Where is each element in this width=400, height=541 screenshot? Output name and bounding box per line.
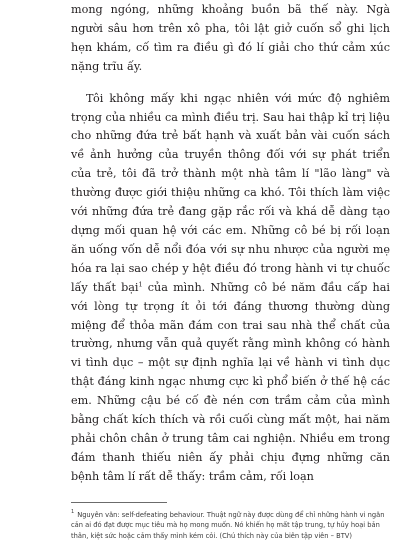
footnote-reference: 1: [138, 279, 143, 288]
paragraph-text-after-note: của mình. Những cô bé năm đầu cấp hai với lòng tự trọng ít ỏi tới đáng thương thường dùng miệng để thỏa mãn đám con trai sau nhà thể chất của trường, nhưng vẫn quả quyết rằng mình không có hành vi tình dục – một sự định nghĩa lại về hành vi tình dục thật đáng kinh ngạc nhưng cực kì phổ biến ở thế hệ các em. Những cậu bé cố đè nén cơn trầm cảm của mình bằng chất kích thích và rồi cuối cùng mất một, hai năm phải chôn chân ở trung tâm cai nghiện. Nhiều em trong đám thanh thiếu niên ấy phải chịu đựng những căn bệnh tâm lí rất dễ thấy: trầm cảm, rối loạn: [71, 280, 390, 483]
paragraph-continued: mong ngóng, những khoảng buồn bã thế này. Ngà người sâu hơn trên xô pha, tôi lật giở cuốn sổ ghi lịch hẹn khám, cố tìm ra điều gì đó lí giải cho thứ cảm xúc nặng trĩu ấy.: [71, 3, 390, 73]
paragraph-text-before-note: Tôi không mấy khi ngạc nhiên với mức độ nghiêm trọng của nhiều ca mình điều trị. Sau hai thập kỉ trị liệu cho những đứa trẻ bất hạnh và xuất bản vài cuốn sách về ảnh hưởng của truyền thông đối với sự phát triển của trẻ, tôi đã trở thành một nhà tâm lí "lão làng" và thường được giới thiệu những ca khó. Tôi thích làm việc với những đứa trẻ đang gặp rắc rối và khá dễ dàng tạo dựng mối quan hệ với các em. Những cô bé bị rối loạn ăn uống vốn dễ nổi đóa với sự nhu nhược của người mẹ hóa ra lại sao chép y hệt điều đó trong hành vi tự chuốc lấy thất bại: [71, 91, 390, 294]
footnote: [71, 510, 390, 541]
footnote-divider: [71, 502, 167, 503]
footnote-text: Nguyên văn: self-defeating behaviour. Thuật ngữ này được dùng để chỉ những hành vi ngăn cản ai đó đạt được mục tiêu mà họ mong muốn. Nó khiến họ mất tập trung, tự hủy hoại bản thân, kiệt sức hoặc cảm thấy mình kém cỏi. (Chú thích này của biên tập viên – BTV): [71, 510, 385, 540]
paragraph-spacer: [71, 77, 390, 90]
paragraph-main: [71, 90, 390, 487]
book-page: [0, 1, 400, 540]
footnote-marker: 1: [71, 509, 75, 516]
